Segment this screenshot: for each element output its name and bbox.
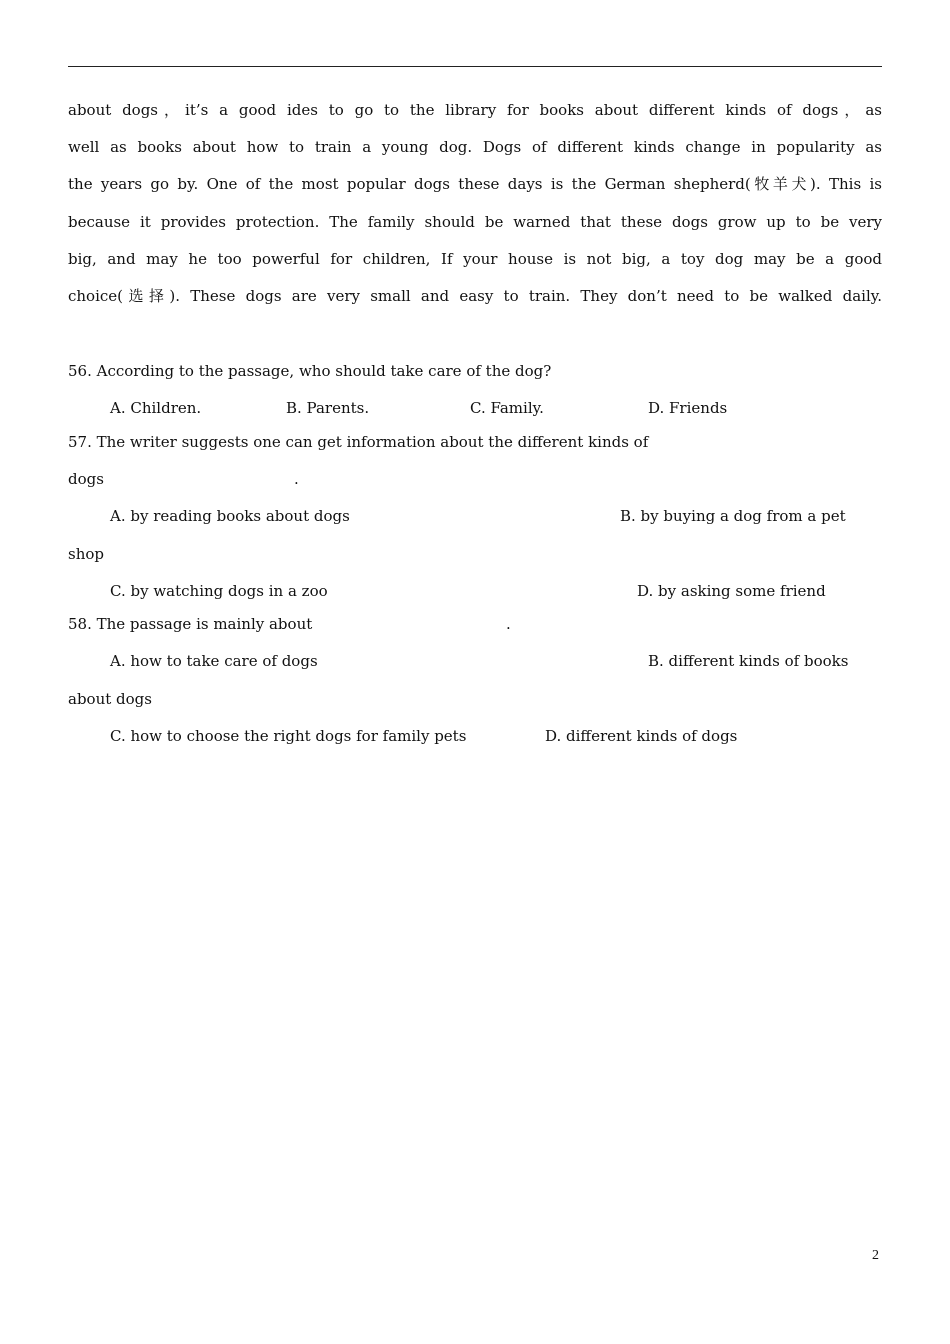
header-rule bbox=[68, 66, 882, 67]
option-b: B. Parents. bbox=[286, 399, 370, 417]
question-stem: 56. According to the passage, who should take care of the dog? bbox=[68, 362, 552, 380]
question-stem-continued: dogs bbox=[68, 470, 104, 488]
option-a: A. by reading books about dogs bbox=[110, 507, 350, 525]
page-number: 2 bbox=[872, 1248, 879, 1263]
option-c: C. how to choose the right dogs for family pets bbox=[110, 727, 467, 745]
passage-line: the years go by. One of the most popular dogs these days is the German shepherd(牧羊犬). This is bbox=[68, 175, 882, 193]
option-b: B. by buying a dog from a pet bbox=[620, 507, 846, 525]
answer-blank-end: . bbox=[506, 615, 511, 633]
option-d: D. by asking some friend bbox=[637, 582, 826, 600]
option-c: C. by watching dogs in a zoo bbox=[110, 582, 328, 600]
option-a: A. how to take care of dogs bbox=[110, 652, 318, 670]
passage-line: well as books about how to train a young dog. Dogs of different kinds change in popularity as bbox=[68, 138, 882, 156]
option-b-continued: about dogs bbox=[68, 690, 152, 708]
passage-line: choice(选择). These dogs are very small and easy to train. They don’t need to be walked daily. bbox=[68, 287, 882, 305]
passage-line: big, and may he too powerful for children, If your house is not big, a toy dog may be a good bbox=[68, 250, 882, 268]
option-c: C. Family. bbox=[470, 399, 544, 417]
passage-line: because it provides protection. The family should be warned that these dogs grow up to be very bbox=[68, 213, 882, 231]
option-d: D. different kinds of dogs bbox=[545, 727, 738, 745]
option-a: A. Children. bbox=[110, 399, 202, 417]
option-b: B. different kinds of books bbox=[648, 652, 849, 670]
passage-line: about dogs，it’s a good ides to go to the library for books about different kinds of dogs，as bbox=[68, 101, 882, 119]
answer-blank-end: . bbox=[294, 470, 299, 488]
question-stem: 58. The passage is mainly about bbox=[68, 615, 313, 633]
option-b-continued: shop bbox=[68, 545, 104, 563]
question-stem: 57. The writer suggests one can get information about the different kinds of bbox=[68, 433, 649, 451]
option-d: D. Friends bbox=[648, 399, 728, 417]
